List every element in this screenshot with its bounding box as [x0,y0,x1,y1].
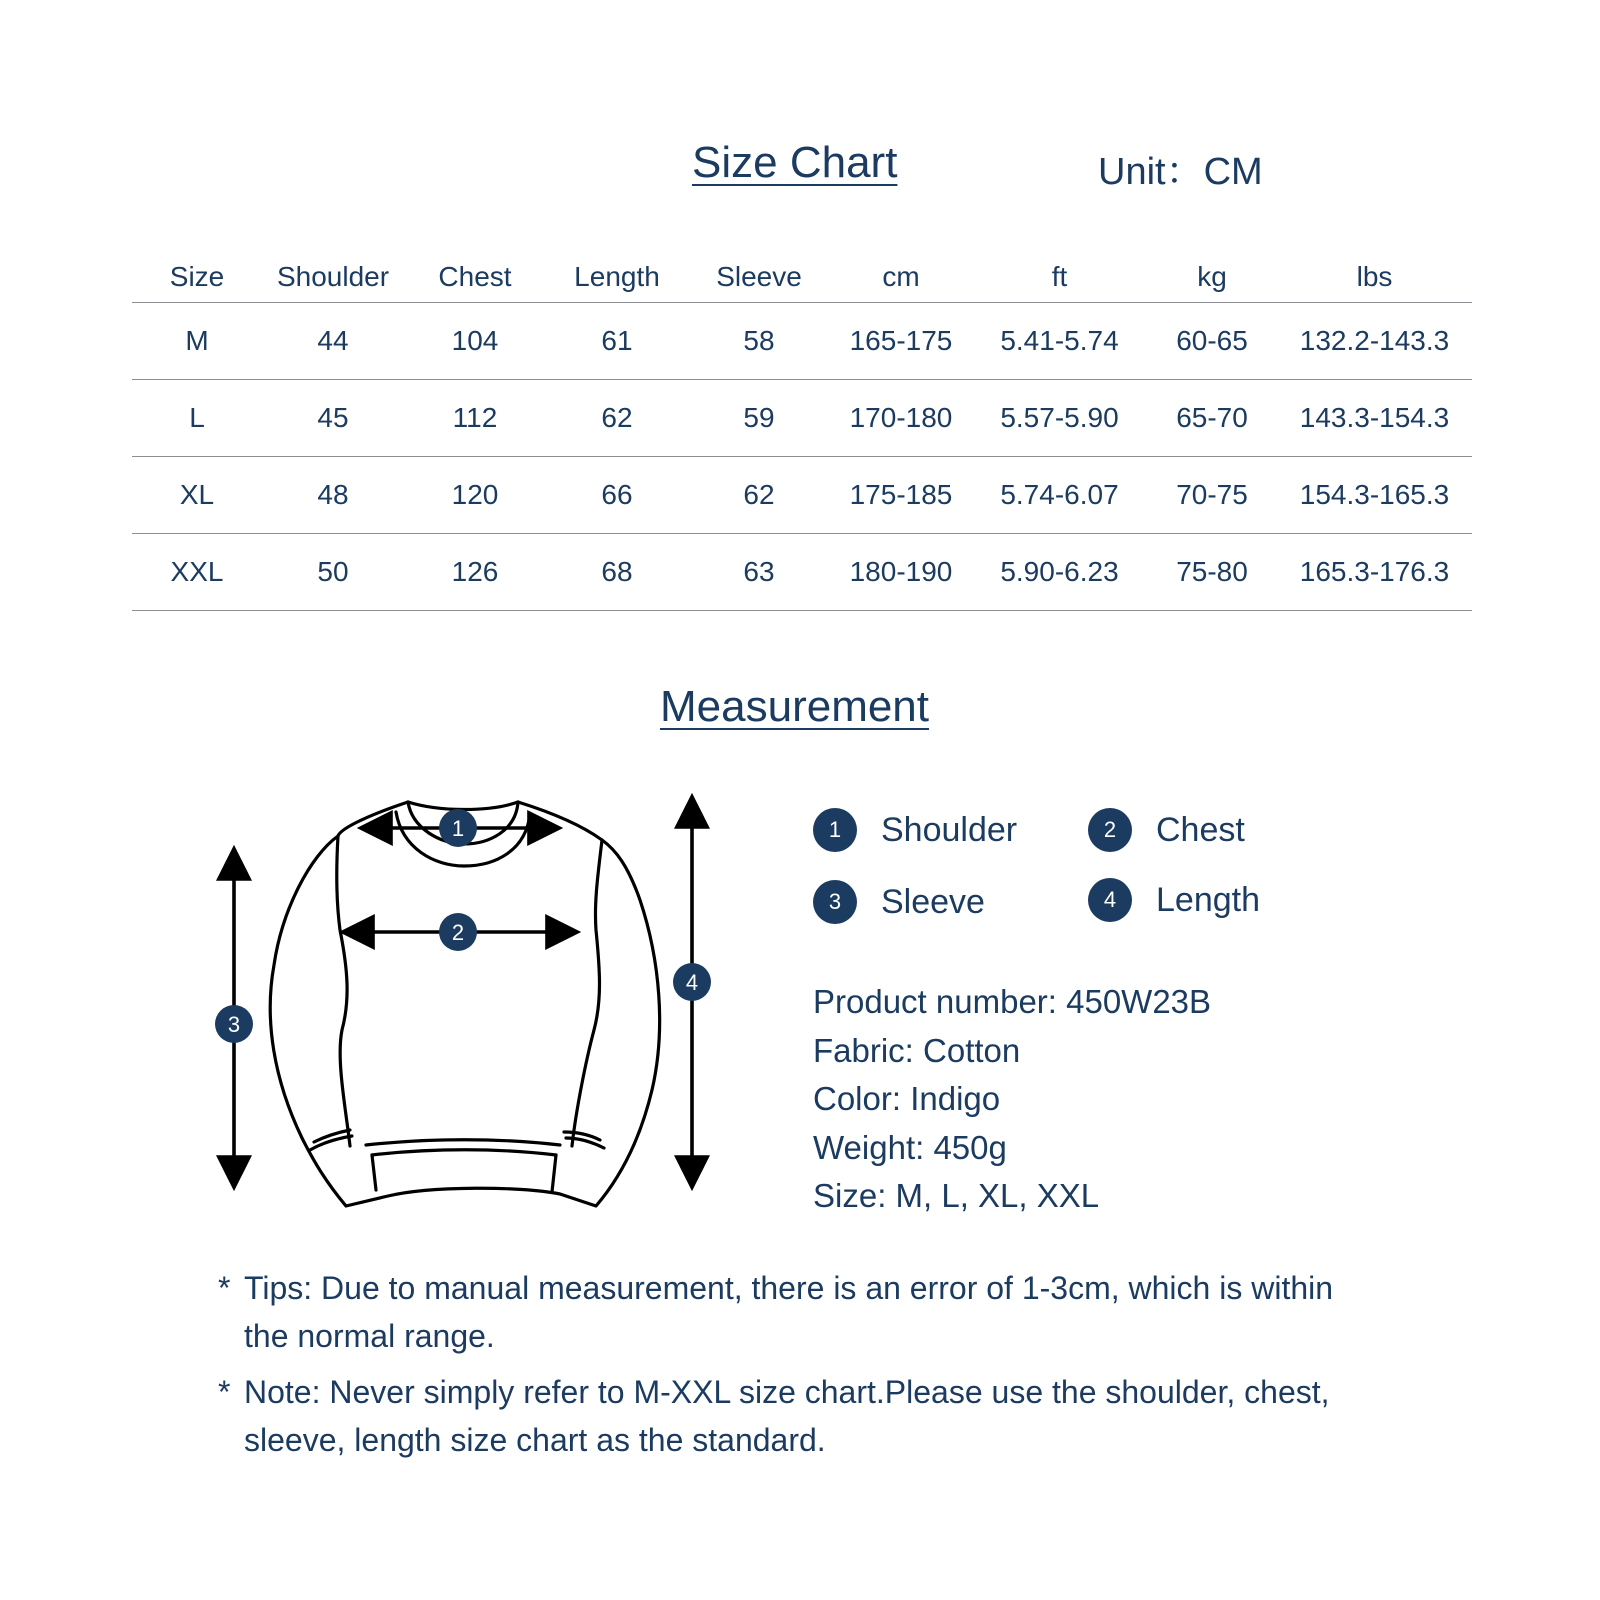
legend-label: Shoulder [881,810,1018,849]
marker-shoulder-label: 1 [451,816,465,841]
size-chart-title: Size Chart [692,138,898,187]
marker-sleeve [215,1005,253,1043]
tips-note [218,1264,1418,1360]
table-cell: 104 [451,325,499,356]
table-cell: 61 [601,325,633,356]
table-cell: 5.57-5.90 [1000,402,1119,433]
marker-sleeve-label: 3 [227,1012,241,1037]
table-cell: M [185,325,209,356]
spec-color: Color: Indigo [813,1080,1001,1117]
legend-label: Sleeve [881,882,985,921]
marker-chest [439,913,477,951]
table-cell: 70-75 [1176,479,1248,510]
table-cell: 58 [743,325,775,356]
table-cell: 126 [451,556,499,587]
table-cell: 154.3-165.3 [1299,479,1450,510]
legend-badge: 4 [1088,878,1132,922]
table-cell: 165.3-176.3 [1299,556,1450,587]
table-cell: XL [179,479,215,510]
standard-note [218,1368,1418,1464]
table-cell: 120 [451,479,499,510]
table-row [132,457,1472,534]
table-cell: 66 [601,479,633,510]
column-header: Size [169,261,225,292]
unit-label: Unit：CM [1098,151,1263,193]
table-cell: 5.41-5.74 [1000,325,1119,356]
marker-length-label: 4 [685,970,699,995]
tips-text: Tips: Due to manual measurement, there is an error of 1-3cm, which is within the normal range. [244,1270,1334,1354]
table-cell: 5.74-6.07 [1000,479,1119,510]
table-cell: L [189,402,205,433]
table-cell: XXL [170,556,224,587]
legend-badge: 2 [1088,808,1132,852]
table-header-row [132,252,1472,303]
table-cell: 65-70 [1176,402,1248,433]
column-header: lbs [1356,261,1393,292]
table-cell: 68 [601,556,633,587]
column-header: cm [882,261,920,292]
table-cell: 132.2-143.3 [1299,325,1450,356]
legend-badge: 3 [813,880,857,924]
asterisk: * [218,1270,231,1306]
legend-badge: 1 [813,808,857,852]
legend-item-shoulder [813,808,1017,852]
legend-label: Chest [1156,810,1245,849]
marker-chest-label: 2 [451,920,465,945]
table-cell: 175-185 [849,479,953,510]
spec-product-number: Product number: 450W23B [813,983,1212,1020]
sweater-outline [270,802,659,1206]
table-cell: 44 [317,325,349,356]
table-cell: 63 [743,556,775,587]
table-cell: 62 [601,402,633,433]
table-cell: 62 [743,479,775,510]
table-cell: 180-190 [849,556,953,587]
table-cell: 170-180 [849,402,953,433]
marker-shoulder [439,809,477,847]
table-cell: 165-175 [849,325,953,356]
column-header: Sleeve [716,261,802,292]
column-header: kg [1197,261,1227,292]
spec-fabric: Fabric: Cotton [813,1031,1021,1069]
table-cell: 45 [317,402,349,433]
column-header: Length [574,261,660,292]
table-cell: 48 [317,479,349,510]
table-row [132,380,1472,457]
table-row [132,303,1472,380]
legend-item-chest [1088,808,1245,852]
table-cell: 75-80 [1176,556,1248,587]
spec-size: Size: M, L, XL, XXL [813,1177,1100,1214]
table-cell: 112 [452,402,498,433]
column-header: Chest [438,261,512,292]
asterisk: * [218,1374,231,1410]
column-header: ft [1051,261,1068,292]
legend-item-sleeve [813,880,985,924]
table-cell: 60-65 [1176,325,1248,356]
product-specs [813,978,1211,1221]
table-cell: 5.90-6.23 [1000,556,1119,587]
sweater-diagram [200,790,740,1230]
legend-label: Length [1156,880,1260,919]
measurement-title: Measurement [660,682,930,731]
legend-item-length [1088,878,1260,922]
table-cell: 59 [743,402,775,433]
marker-length [673,963,711,1001]
table-row [132,534,1472,611]
size-table [132,252,1472,611]
table-cell: 143.3-154.3 [1299,402,1450,433]
table-cell: 50 [317,556,349,587]
note-text: Note: Never simply refer to M-XXL size chart.Please use the shoulder, chest, sleeve, length size chart as the standard. [244,1374,1330,1458]
notes [218,1264,1418,1472]
column-header: Shoulder [276,261,390,292]
measure-arrows [234,800,692,1184]
spec-weight: Weight: 450g [813,1128,1007,1166]
